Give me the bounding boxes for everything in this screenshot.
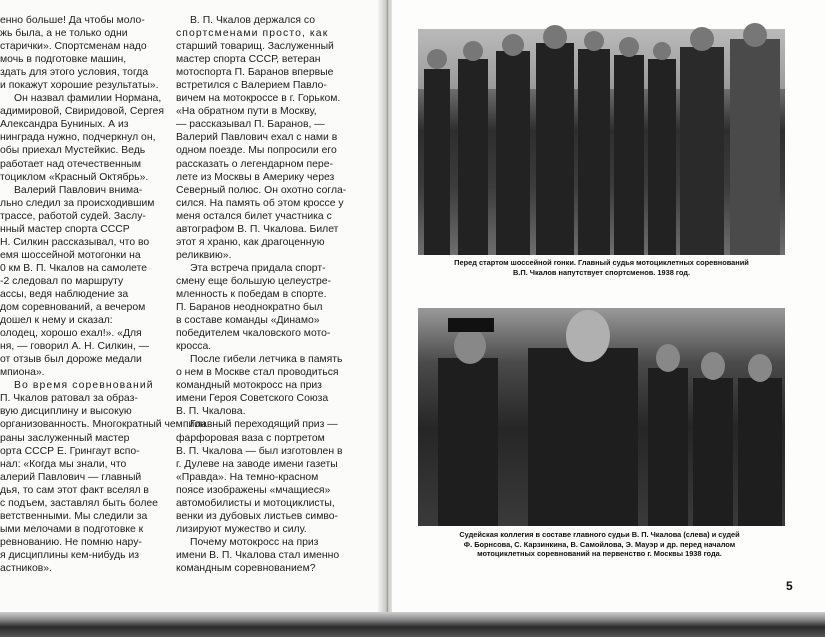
text-line: «Правда». На темно-красном <box>176 471 319 483</box>
text-line: о нем в Москве стал проводиться <box>176 367 339 379</box>
text-line: 0 км В. П. Чкалов на самолете <box>0 262 148 274</box>
text-line: рассказать о легендарном пере- <box>176 158 333 170</box>
text-line: орта СССР Е. Грингаут вспо- <box>0 445 140 457</box>
text-line: г. Дулеве на заводе имени газеты <box>176 458 338 470</box>
text-line: В. П. Чкалов держался со <box>190 15 316 26</box>
text-line: алерий Павлович — главный <box>0 471 142 483</box>
photo-judging-panel <box>418 308 785 526</box>
photo-caption-1 <box>418 258 785 277</box>
text-line: лизируют мужество и силу. <box>176 523 307 535</box>
text-line: мпиона». <box>0 367 45 379</box>
text-line: Во время соревнований <box>14 380 154 392</box>
text-line: мотоспорта П. Баранов впервые <box>176 67 334 79</box>
text-line: ассы, ведя наблюдение за <box>0 288 129 300</box>
photo-caption-2 <box>412 530 787 559</box>
text-line: смену еще большую целеустре- <box>176 275 332 287</box>
text-line: работает над отечественным <box>0 158 142 170</box>
text-line: командным соревнованием? <box>176 562 316 574</box>
text-line: поясе изображены «мчащиеся» <box>176 484 331 496</box>
text-line: ветственными. Мы следили за <box>0 510 148 522</box>
text-line: Главный переходящий приз — <box>190 419 338 431</box>
text-line: здать для этого условия, тогда <box>0 67 149 79</box>
text-line: обы приехал Мустейкис. Ведь <box>0 145 146 157</box>
text-line: После гибели летчика в память <box>190 354 343 366</box>
caption-line: Судейская коллегия в составе главного судьи В. П. Чкалова (слева) и судей <box>459 530 740 539</box>
text-line: мленность к победам в спорте. <box>176 288 327 300</box>
text-line: Валерий Павлович ехал с нами в <box>176 132 338 144</box>
text-line: Валерий Павлович внима- <box>14 184 143 196</box>
text-line: льно следил за происходившим <box>0 197 155 209</box>
text-line: дошел к нему и сказал: <box>0 315 113 327</box>
text-line: ыми мелочами в подготовке к <box>0 523 144 535</box>
text-line: победителем чкаловского мото- <box>176 328 331 340</box>
text-line: сился. На память об этом кроссе у <box>176 197 344 209</box>
text-line: Почему мотокросс на приз <box>190 536 319 548</box>
text-line: жь была, а не только одни <box>0 28 128 40</box>
text-column-right <box>176 14 356 575</box>
text-line: в составе команды «Динамо» <box>176 315 320 327</box>
text-line: тоциклом «Красный Октябрь». <box>0 171 149 183</box>
text-line: Он назвал фамилии Нормана, <box>14 93 162 105</box>
text-line: раны заслуженный мастер <box>0 432 130 444</box>
text-line: мастер спорта СССР, ветеран <box>176 54 321 66</box>
text-line: П. Баранов неоднократно был <box>176 302 323 314</box>
text-line: Северный полюс. Он охотно согла- <box>176 184 347 196</box>
text-line: венки из дубовых листьев симво- <box>176 510 338 522</box>
caption-line: мотоциклетных соревнований на первенство г. Москвы 1938 года. <box>477 549 722 558</box>
text-line: спортсменами просто, как <box>176 28 329 40</box>
text-line: В. П. Чкалова. <box>176 406 246 418</box>
text-line: автомобилисты и мотоциклисты, <box>176 497 335 509</box>
text-line: старший товарищ. Заслуженный <box>176 41 334 53</box>
text-line: старички». Спортсменам надо <box>0 41 147 53</box>
text-line: емя шоссейной мотогонки на <box>0 249 141 261</box>
text-line: реликвию». <box>176 249 232 261</box>
text-line: фарфоровая ваза с портретом <box>176 432 325 444</box>
text-line: я дисциплины кем-нибудь из <box>0 549 140 561</box>
text-line: дья, то сам этот факт вселял в <box>0 484 149 496</box>
text-line: Эта встреча придала спорт- <box>190 262 326 274</box>
text-line: енно больше! Да чтобы моло- <box>0 15 145 26</box>
text-line: мочь в подготовке машин, <box>0 54 127 66</box>
text-line: астников». <box>0 562 52 574</box>
text-line: Н. Силкин рассказывал, что во <box>0 236 150 248</box>
text-line: ревнованию. Не помню нару- <box>0 536 142 548</box>
text-line: -2 следовал по маршруту <box>0 275 124 287</box>
text-line: вую дисциплину и высокую <box>0 406 132 418</box>
page-number: 5 <box>786 579 793 593</box>
text-line: имени В. П. Чкалова стал именно <box>176 549 340 561</box>
text-line: одном поезде. Мы попросили его <box>176 145 337 157</box>
text-line: и покажут хорошие результаты». <box>0 80 159 92</box>
text-line: нинграда нужно, подчеркнул он, <box>0 132 156 144</box>
caption-line: Ф. Борнсова, С. Карзинкина, В. Самойлова, Э. Мауэр и др. перед началом <box>463 539 736 549</box>
text-line: с подъем, заставлял быть более <box>0 497 158 509</box>
text-line: П. Чкалов ратовал за образ- <box>0 393 138 405</box>
text-line: нал: «Когда мы знали, что <box>0 458 127 470</box>
text-line: этот я храню, как драгоценную <box>176 236 325 248</box>
text-line: «На обратном пути в Москву, <box>176 106 317 118</box>
text-line: трассе, работой судей. Заслу- <box>0 210 146 222</box>
text-line: организованность. Многократный чемпион <box>0 419 206 431</box>
text-line: дом соревнований, а вечером <box>0 302 146 314</box>
text-line: — рассказывал П. Баранов, — <box>176 119 325 131</box>
left-page <box>0 0 384 616</box>
photo-pre-race-briefing <box>418 29 785 255</box>
text-line: встретился с Валерием Павло- <box>176 80 327 92</box>
text-line: кросса. <box>176 341 212 353</box>
text-line: ня, — говорил А. Н. Силкин, — <box>0 341 150 353</box>
caption-line: В.П. Чкалов напутствует спортсменов. 1938 год. <box>512 267 691 277</box>
text-line: автографом В. П. Чкалова. Билет <box>176 223 339 235</box>
text-line: В. П. Чкалова — был изготовлен в <box>176 445 343 457</box>
text-line: от отзыв был дороже медали <box>0 354 142 366</box>
text-line: командный мотокросс на приз <box>176 380 322 392</box>
text-line: адимировой, Свиридовой, Сергея <box>0 106 164 118</box>
desk-edge <box>0 612 825 637</box>
text-line: нный мастер спорта СССР <box>0 223 130 235</box>
caption-line: Перед стартом шоссейной гонки. Главный судья мотоциклетных соревнований <box>454 258 749 267</box>
text-line: вичем на мотокроссе в г. Горьком. <box>176 93 341 105</box>
text-line: лете из Москвы в Америку через <box>176 171 335 183</box>
text-line: Александра Буниных. А из <box>0 119 129 131</box>
text-line: меня остался билет участника с <box>176 210 332 222</box>
text-line: имени Героя Советского Союза <box>176 393 329 405</box>
text-line: олодец, хорошо ехал!». «Для <box>0 328 142 340</box>
